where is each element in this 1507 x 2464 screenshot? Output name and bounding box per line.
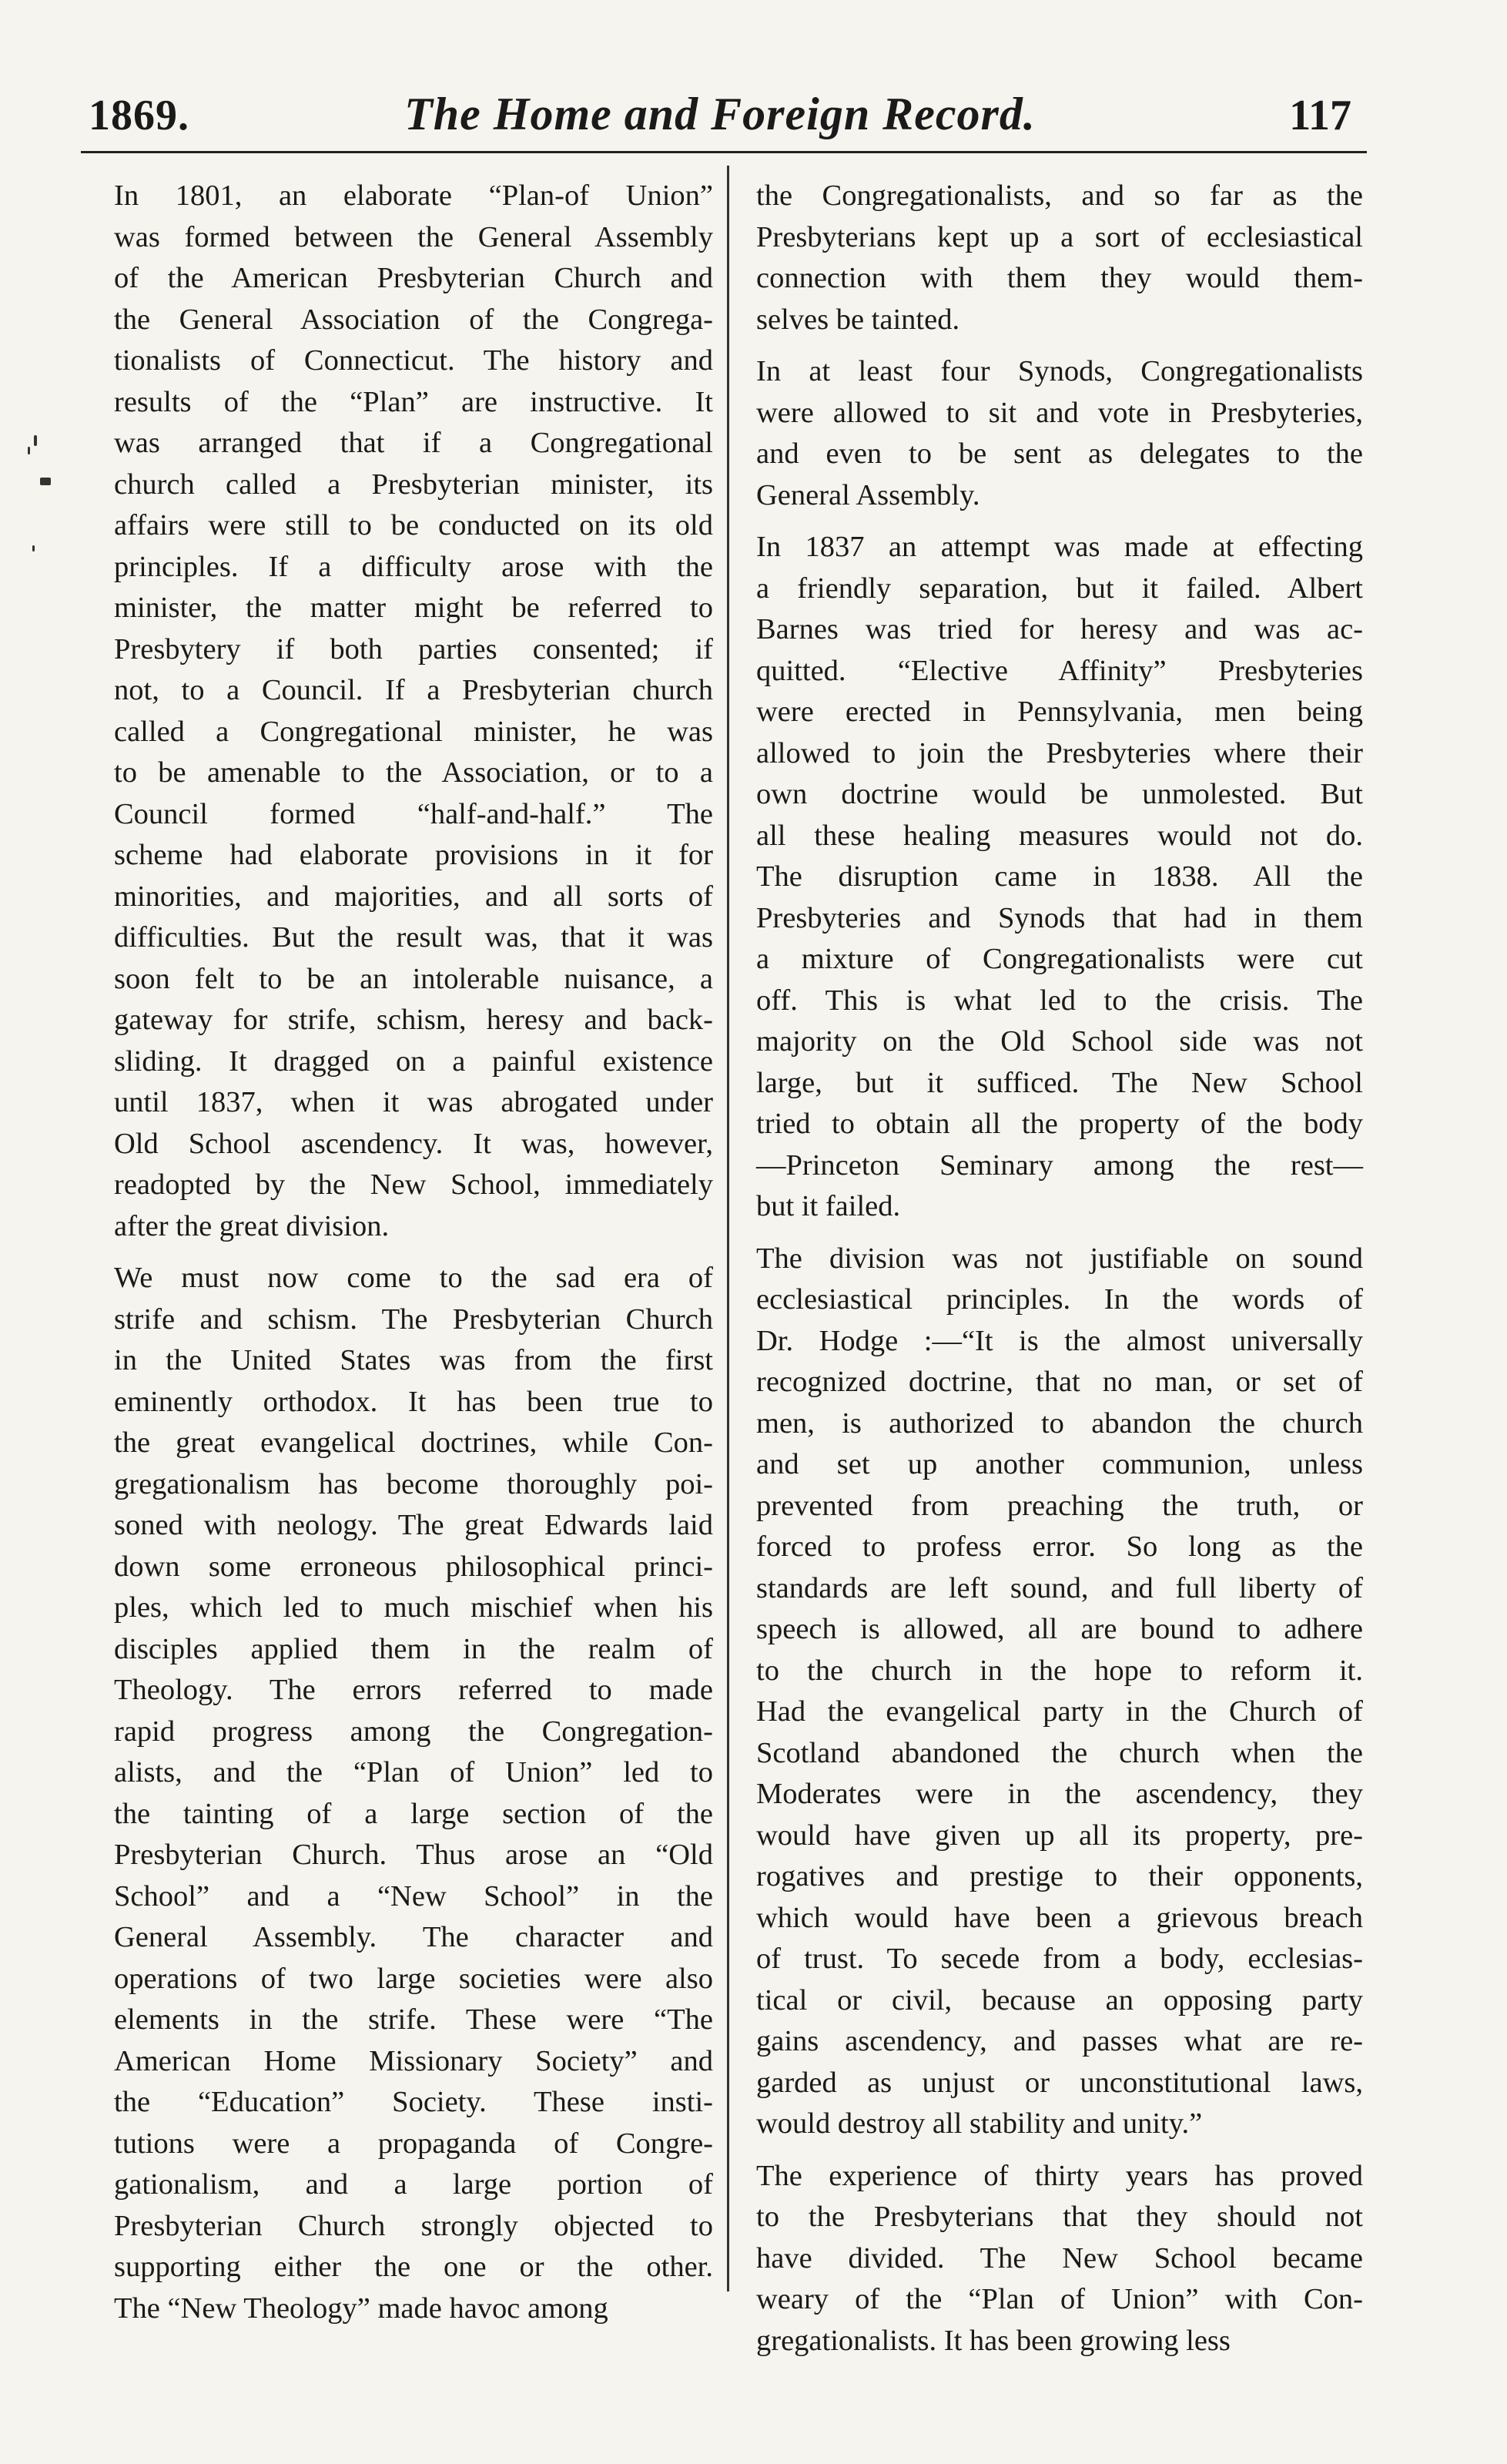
text-line: scheme had elaborate provisions in it for xyxy=(114,839,713,871)
text-line: readopted by the New School, immediately xyxy=(114,1168,713,1201)
text-line: We must now come to the sad era of xyxy=(114,1262,713,1294)
text-line: School” and a “New School” in the xyxy=(114,1879,713,1913)
text-line: tutions were a propaganda of Congre- xyxy=(114,2127,713,2160)
text-line: have divided. The New School became xyxy=(756,2241,1363,2275)
text-line: disciples applied them in the realm of xyxy=(114,1632,713,1665)
text-line: tionalists of Connecticut. The history and xyxy=(114,344,713,377)
margin-speck xyxy=(40,478,51,485)
text-line: ples, which led to much mischief when his xyxy=(114,1591,713,1624)
text-line: rapid progress among the Congregation- xyxy=(114,1715,713,1748)
text-line: own doctrine would be unmolested. But xyxy=(756,778,1363,810)
paragraph xyxy=(756,351,1363,516)
text-line: the General Association of the Congrega- xyxy=(114,303,713,336)
text-line: would have given up all its property, pre- xyxy=(756,1819,1363,1852)
header-rule xyxy=(81,151,1367,153)
text-line: General Assembly. xyxy=(756,478,980,511)
text-line: to be amenable to the Association, or to a xyxy=(114,756,713,789)
text-line: gregationalists. It has been growing less xyxy=(756,2324,1231,2357)
text-line: alists, and the “Plan of Union” led to xyxy=(114,1756,713,1788)
text-line: was formed between the General Assembly xyxy=(114,220,713,253)
text-line: minister, the matter might be referred to xyxy=(114,592,713,624)
text-line: General Assembly. The character and xyxy=(114,1921,713,1953)
paragraph xyxy=(114,1258,713,2329)
text-line: all these healing measures would not do. xyxy=(756,819,1363,852)
text-line: results of the “Plan” are instructive. It xyxy=(114,385,713,418)
text-line: selves be tainted. xyxy=(756,303,960,336)
text-line: after the great division. xyxy=(114,1209,390,1242)
text-line: in the United States was from the first xyxy=(114,1344,713,1376)
margin-specks xyxy=(23,401,54,555)
paragraph xyxy=(114,176,713,1247)
margin-speck xyxy=(34,435,37,446)
text-line: Presbyteries and Synods that had in them xyxy=(756,901,1363,934)
text-line: Presbyterian Church. Thus arose an “Old xyxy=(114,1839,713,1871)
text-line: Moderates were in the ascendency, they xyxy=(756,1778,1363,1810)
text-line: Had the evangelical party in the Church of xyxy=(756,1695,1363,1728)
margin-speck xyxy=(28,447,30,454)
text-line: a mixture of Congregationalists were cut xyxy=(756,943,1363,975)
header-title: The Home and Foreign Record. xyxy=(404,89,1036,139)
text-line: garded as unjust or unconstitutional laws, xyxy=(756,2066,1363,2099)
text-line: Presbyterian Church strongly objected to xyxy=(114,2209,713,2242)
text-line: tried to obtain all the property of the body xyxy=(756,1108,1363,1140)
paragraph xyxy=(756,2156,1363,2362)
text-line: Presbyterians kept up a sort of ecclesiastical xyxy=(756,220,1363,253)
header-year: 1869. xyxy=(89,92,189,139)
right-column xyxy=(756,176,1363,2372)
text-line: Dr. Hodge :—“It is the almost universally xyxy=(756,1324,1363,1357)
text-line: of the American Presbyterian Church and xyxy=(114,262,713,294)
text-line: forced to profess error. So long as the xyxy=(756,1530,1363,1563)
text-line: were erected in Pennsylvania, men being xyxy=(756,696,1363,728)
text-line: allowed to join the Presbyteries where their xyxy=(756,736,1363,769)
text-line: elements in the strife. These were “The xyxy=(114,2003,713,2036)
text-line: supporting either the one or the other. xyxy=(114,2251,713,2283)
text-line: was arranged that if a Congregational xyxy=(114,427,713,459)
text-line: the tainting of a large section of the xyxy=(114,1797,713,1830)
text-line: —Princeton Seminary among the rest— xyxy=(756,1148,1363,1182)
text-line: minorities, and majorities, and all sorts of xyxy=(114,880,713,913)
paragraph xyxy=(756,1239,1363,2145)
text-line: a friendly separation, but it failed. Albert xyxy=(756,572,1363,605)
text-line: gains ascendency, and passes what are re- xyxy=(756,2025,1363,2057)
text-line: gateway for strife, schism, heresy and back- xyxy=(114,1004,713,1036)
page-header xyxy=(73,91,1367,153)
text-line: In 1837 an attempt was made at effecting xyxy=(756,531,1363,563)
text-line: Old School ascendency. It was, however, xyxy=(114,1127,713,1160)
text-line: the great evangelical doctrines, while Con- xyxy=(114,1426,713,1459)
text-line: weary of the “Plan of Union” with Con- xyxy=(756,2283,1363,2315)
text-line: would destroy all stability and unity.” xyxy=(756,2107,1203,2140)
text-line: and set up another communion, unless xyxy=(756,1448,1363,1480)
text-line: men, is authorized to abandon the church xyxy=(756,1406,1363,1440)
text-line: majority on the Old School side was not xyxy=(756,1025,1363,1058)
text-line: Barnes was tried for heresy and was ac- xyxy=(756,613,1363,645)
text-line: The disruption came in 1838. All the xyxy=(756,860,1363,893)
text-line: In at least four Synods, Congregationalists xyxy=(756,355,1363,387)
text-line: soon felt to be an intolerable nuisance, a xyxy=(114,962,713,995)
text-line: prevented from preaching the truth, or xyxy=(756,1489,1363,1522)
text-line: of trust. To secede from a body, ecclesias- xyxy=(756,1943,1363,1975)
page-number: 117 xyxy=(1289,92,1351,139)
text-line: The division was not justifiable on sound xyxy=(756,1242,1363,1275)
text-line: church called a Presbyterian minister, its xyxy=(114,468,713,501)
text-line: strife and schism. The Presbyterian Church xyxy=(114,1302,713,1336)
text-line: and even to be sent as delegates to the xyxy=(756,437,1363,470)
text-line: to the church in the hope to reform it. xyxy=(756,1654,1363,1687)
text-line: ecclesiastical principles. In the words of xyxy=(756,1283,1363,1316)
text-line: Theology. The errors referred to made xyxy=(114,1674,713,1706)
text-line: eminently orthodox. It has been true to xyxy=(114,1385,713,1418)
text-line: but it failed. xyxy=(756,1190,901,1222)
text-line: principles. If a difficulty arose with the xyxy=(114,550,713,583)
text-line: tical or civil, because an opposing party xyxy=(756,1983,1363,2016)
text-line: not, to a Council. If a Presbyterian church xyxy=(114,674,713,706)
text-line: The experience of thirty years has proved xyxy=(756,2159,1363,2192)
text-line: speech is allowed, all are bound to adhere xyxy=(756,1613,1363,1645)
text-line: which would have been a grievous breach xyxy=(756,1901,1363,1934)
text-line: Scotland abandoned the church when the xyxy=(756,1736,1363,1769)
text-line: Presbytery if both parties consented; if xyxy=(114,632,713,665)
text-line: down some erroneous philosophical princi- xyxy=(114,1550,713,1583)
text-line: In 1801, an elaborate “Plan-of Union” xyxy=(114,179,713,212)
text-line: gregationalism has become thoroughly poi- xyxy=(114,1467,713,1500)
text-line: large, but it sufficed. The New School xyxy=(756,1066,1363,1099)
text-line: quitted. “Elective Affinity” Presbyteries xyxy=(756,654,1363,687)
left-column xyxy=(114,176,713,2340)
text-line: American Home Missionary Society” and xyxy=(114,2044,713,2077)
text-line: The “New Theology” made havoc among xyxy=(114,2291,608,2325)
text-line: affairs were still to be conducted on its old xyxy=(114,509,713,541)
text-line: the “Education” Society. These insti- xyxy=(114,2086,713,2118)
text-line: operations of two large societies were also xyxy=(114,1962,713,1995)
text-line: soned with neology. The great Edwards laid xyxy=(114,1509,713,1541)
text-line: off. This is what led to the crisis. The xyxy=(756,984,1363,1017)
text-line: Council formed “half-and-half.” The xyxy=(114,797,713,830)
text-line: recognized doctrine, that no man, or set of xyxy=(756,1366,1363,1398)
text-line: rogatives and prestige to their opponents, xyxy=(756,1860,1363,1892)
margin-speck xyxy=(32,545,35,551)
paragraph xyxy=(756,176,1363,340)
text-line: called a Congregational minister, he was xyxy=(114,715,713,748)
text-line: to the Presbyterians that they should not xyxy=(756,2201,1363,2233)
text-line: standards are left sound, and full liberty of xyxy=(756,1571,1363,1604)
paragraph xyxy=(756,527,1363,1228)
text-line: until 1837, when it was abrogated under xyxy=(114,1086,713,1118)
text-line: connection with them they would them- xyxy=(756,262,1363,294)
text-line: the Congregationalists, and so far as the xyxy=(756,179,1363,212)
text-line: sliding. It dragged on a painful existence xyxy=(114,1044,713,1078)
text-line: difficulties. But the result was, that it was xyxy=(114,921,713,954)
text-line: were allowed to sit and vote in Presbyteries, xyxy=(756,396,1363,429)
text-line: gationalism, and a large portion of xyxy=(114,2168,713,2201)
column-divider xyxy=(727,166,729,2291)
